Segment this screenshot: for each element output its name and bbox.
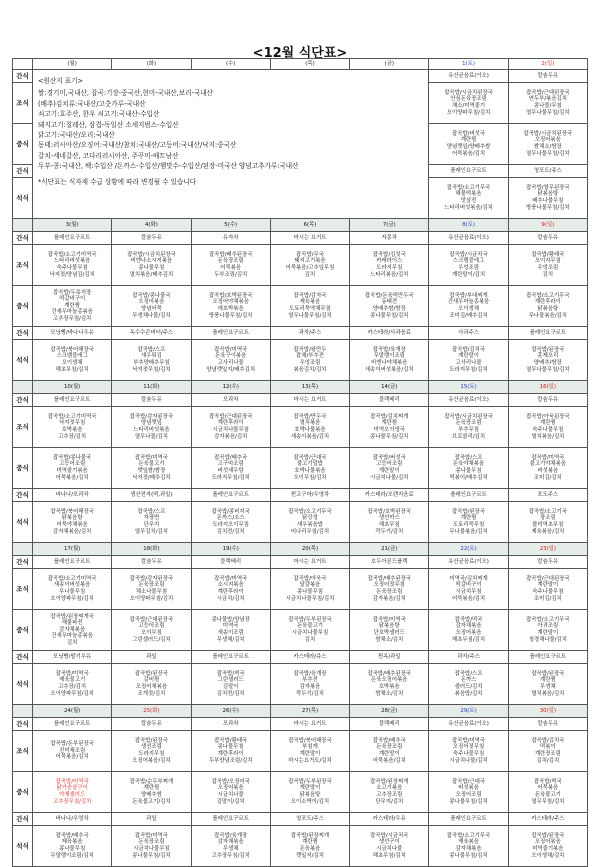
menu-cell: 잡곡밥/스프 돈육야채볶음 콩나물무침 떡볶이/배추김치 — [429, 448, 508, 489]
date-cell: 25(화) — [112, 705, 191, 718]
header-thu: (목) — [270, 59, 349, 70]
menu-cell: 콩나물밥/양념장 미역국 새송이조림 무생채/김치 — [191, 610, 270, 651]
week4-snack2-row — [13, 813, 588, 826]
menu-cell: 플레인요구르트 — [429, 489, 508, 502]
row-label-dinner: 석식 — [13, 178, 33, 219]
week3-lunch-row — [13, 610, 588, 651]
menu-cell: 잡곡밥/배추국 제육볶음 콩나물무침 무말랭이조림/김치 — [33, 826, 112, 867]
menu-cell: 잡곡밥/배추된장국 오징어젓무침 돈육장조림 감자볶음/김치 — [350, 569, 429, 610]
menu-cell: 잡곡밥/된장국 갈비찜 오징어채볶음 조개젓/김치 — [112, 664, 191, 705]
week2-date-row — [13, 381, 588, 394]
date-cell: 13(목) — [270, 381, 349, 394]
row-label-lunch: 중식 — [13, 286, 33, 327]
header-sun: 2(일) — [508, 59, 587, 70]
menu-cell: 잡곡밥/소고기미역국 낙지젓무침 호박볶음 고추장/김치 — [33, 407, 112, 448]
row-label-snack: 간식 — [13, 718, 33, 731]
date-row-spacer — [13, 381, 33, 394]
menu-cell: 잡곡밥/두룩지장 떡갈비구이 계란찜 건새우마늘종볶음 고추장무침/김치 — [33, 286, 112, 327]
date-cell: 18(화) — [112, 543, 191, 556]
menu-cell: 잡곡밥/왕만두 잡채/부추전 우엉조림 볶음김치/김치 — [270, 340, 349, 381]
week2-dinner-row — [13, 502, 588, 543]
notice-line: 동태:러시아산/오징어:국내산/참치:국내산/고등어:국내산/낙지:중국산 — [38, 141, 237, 150]
menu-cell: 블랙베리 — [350, 718, 429, 731]
menu-cell: 칼슘두유 — [112, 718, 191, 731]
menu-cell: 플레인요구르트 — [33, 232, 112, 245]
menu-cell: 잡곡밥/육개장 부추전 감자볶음 깍두기/김치 — [270, 664, 349, 705]
menu-cell: 잡곡밥/스프 돈까스 샐러드/김치 볶음밥/김치 — [429, 664, 508, 705]
menu-cell: 청포도/주스 — [270, 813, 349, 826]
row-label-breakfast: 조식 — [13, 83, 33, 124]
notice-line: 돼지고기:칠레산, 삼겹-독일산 소세지범스-수입산 — [38, 120, 179, 129]
menu-cell: 잡곡밥/황태국 오이지무침 우엉조림 김치 — [508, 245, 587, 286]
menu-cell: 잡곡밥/호박된장국 오징어야채볶음 애호박볶음 방풍나물무침/김치 — [191, 286, 270, 327]
menu-cell: 유산균음료(이오) — [429, 70, 508, 83]
week2-snack2-row — [13, 489, 588, 502]
notice-line: 쌀:경기미,국내산, 잡곡:기장-중국산,현미-국내산,보리-국내산 — [38, 89, 213, 98]
date-cell: 10(월) — [33, 381, 112, 394]
menu-cell: 잡곡밥/황태국 콩나물무침 계란후라이 두부양념조림/김치 — [191, 731, 270, 772]
menu-cell: 잡곡밥/된장찌개 소고기볶음 고추장조림 단무지/김치 — [350, 772, 429, 813]
menu-cell: 잡곡밥/미역국 닭볶음탕 단호박샐러드 쌈채소/김치 — [350, 610, 429, 651]
menu-cell: 마시는 요거트 — [270, 718, 349, 731]
row-label-snack: 간식 — [13, 327, 33, 340]
menu-cell: 잡곡밥/미역국 제육불고기 고추장/김치 오이양파무침/김치 — [33, 664, 112, 705]
menu-cell: 잡곡밥/만두국 멸치볶음 호박나물볶음 새송이볶음/김치 — [270, 407, 349, 448]
row-label-lunch: 중식 — [13, 448, 33, 489]
menu-cell: 잡곡밥/오징어국 오징어볶음 시금치나물 김말이/김치 — [191, 772, 270, 813]
page-title: <12월 식단표> — [252, 46, 348, 61]
menu-cell: 잡곡밥/떡국 감자채볶음 오징어볶음 해초무침/김치 — [429, 610, 508, 651]
notice-line: 닭고기:국내산/오리:국내산 — [38, 131, 115, 140]
menu-cell: 잡곡밥/된장국 훈제오리 양배추/쌈장 열무나물무침/김치 — [508, 340, 587, 381]
week0-snack-row — [13, 70, 588, 83]
week1-snack-row — [13, 232, 588, 245]
week2-snack-row — [13, 394, 588, 407]
date-cell: 3(월) — [33, 219, 112, 232]
menu-cell: 잡곡밥/미역국 소시지볶음 계란후라이 시금치/김치 — [191, 569, 270, 610]
menu-cell: 카스테라/주스 — [508, 813, 587, 826]
menu-cell: 잡곡밥/소고기미역국 새송이버섯볶음 무나물무침 오이양파무침/김치 — [33, 569, 112, 610]
row-label-snack: 간식 — [13, 813, 33, 826]
menu-cell: 잡곡밥/아욱된장국 계란찜 숙주나물무침 멸치볶음/김치 — [508, 407, 587, 448]
week3-breakfast-row — [13, 569, 588, 610]
menu-cell: 잡곡밥/버섯국 고등어조림 계란말이 시금치나물/김치 — [350, 448, 429, 489]
menu-cell: 카스테라/우유 — [350, 813, 429, 826]
menu-cell: 잡곡밥/소고기국 장조림 물미역초무침 제육볶음/김치 — [508, 502, 587, 543]
menu-cell: 잡곡밥/근대된장국 연두부/볶음김치 콩나물/무침 열무나물무침/김치 — [508, 83, 587, 124]
menu-cell: 잡곡밥/소고기무국 아귀조림 계란말이 청경채나물/김치 — [508, 610, 587, 651]
date-row-spacer — [13, 705, 33, 718]
date-cell: 22(토) — [429, 543, 508, 556]
menu-cell: 플레인요구르트 — [33, 718, 112, 731]
date-cell: 19(수) — [191, 543, 270, 556]
menu-cell: 잡곡밥/된장국 오징어볶음 미역줄기볶음 오이생채/김치 — [508, 826, 587, 867]
date-row-spacer — [13, 543, 33, 556]
menu-cell: 잡곡밥/미역국 불고기야채볶음 버섯볶음 조미김/김치 — [508, 448, 587, 489]
menu-cell: 모과차 — [191, 394, 270, 407]
date-cell: 28(금) — [350, 705, 429, 718]
menu-cell: 잡곡밥/콩나물국 오징어볶음 양념어묵 무생채나물/김치 — [112, 286, 191, 327]
menu-cell: 잡곡밥/배추국 고구마조림 버섯새우탕 도라지무침/김치 — [191, 448, 270, 489]
week3-dinner-row — [13, 664, 588, 705]
notice-line: 쇠고기:호주산, 한우 쇠고기:국내산-수입산 — [38, 110, 160, 119]
menu-cell: 플레인요구르트 — [191, 489, 270, 502]
menu-cell: 잡곡밥/버섯국 계란찜 양념깻잎/양배추쌈 어묵볶음/김치 — [429, 124, 508, 165]
menu-cell: 잡곡밥/시금치된장국 비엔나소시지볶음 콩나물무침 열치볶음/배추김치 — [112, 245, 191, 286]
menu-cell: 플레인요구르트 — [191, 813, 270, 826]
menu-cell: 유산균음료(이오) — [429, 556, 508, 569]
menu-cell: 바나나/우영차 — [33, 813, 112, 826]
origin-notice — [33, 70, 429, 219]
header-tue: (화) — [112, 59, 191, 70]
header-sat: 1(토) — [429, 59, 508, 70]
row-label-snack: 간식 — [13, 232, 33, 245]
menu-cell: 잡곡밥/콩비지국 돈까스/소스 도라지오이무침 김치전/김치 — [191, 502, 270, 543]
date-cell: 27(목) — [270, 705, 349, 718]
week1-lunch-row — [13, 286, 588, 327]
menu-cell: 잡곡밥/소고기무국 계란후라이 닭볶음탕 무나물볶음/김치 — [508, 286, 587, 327]
menu-cell: 잡곡밥/근대된장국 계란후라이 시금치나물무침 감자볶음/김치 — [191, 407, 270, 448]
menu-cell: 유산균음료(이오) — [429, 394, 508, 407]
menu-cell: 잡곡밥/미역국 닭가슴살구이 야채샐러드 고추장무침/김치 — [33, 772, 112, 813]
menu-cell: 마시는 요거트 — [270, 556, 349, 569]
date-cell: 6(목) — [270, 219, 349, 232]
menu-cell: 잡곡밥/콩나물국 고등어조림 미역줄기볶음 어묵볶음/김치 — [33, 448, 112, 489]
week4-lunch-row — [13, 772, 588, 813]
date-cell: 16(일) — [508, 381, 587, 394]
menu-cell: 생산전자(떡,과일) — [112, 489, 191, 502]
menu-cell: 칼슘두유 — [508, 394, 587, 407]
corner-cell — [13, 59, 33, 70]
menu-cell: 잡곡밥/북어해장국 부침개 계란말이 마시는요거트/김치 — [270, 731, 349, 772]
menu-cell: 플레인요구르트 — [33, 394, 112, 407]
menu-cell: 잡곡밥/무국 돼지고기볶음 어묵볶음/고추잎무침 김치 — [270, 245, 349, 286]
date-cell: 23(일) — [508, 543, 587, 556]
menu-cell: 칼슘두유 — [112, 556, 191, 569]
date-cell: 30(일) — [508, 705, 587, 718]
row-label-snack: 간식 — [13, 394, 33, 407]
date-cell: 24(월) — [33, 705, 112, 718]
header-fri: (금) — [350, 59, 429, 70]
menu-cell: 잡곡밥/돈육떡만두국 동태전 양배추쌈/쌈장 콩나물무침/김치 — [350, 286, 429, 327]
date-cell: 4(화) — [112, 219, 191, 232]
menu-cell: 잡곡밥/된장찌개국 해물파전 감자채볶음 건새우마늘종볶음 김치 — [33, 610, 112, 651]
header-mon: (월) — [33, 59, 112, 70]
week3-snack-row — [13, 556, 588, 569]
menu-cell: 잡곡밥/된장국 생선조림 도라지무침 오징어볶음/김치 — [112, 731, 191, 772]
menu-cell: 잡곡밥/미역국 돈육불고기 깻잎쌈/쌈장 낙지젓/배추김치 — [112, 448, 191, 489]
week4-date-row — [13, 705, 588, 718]
notice-footer: *식단표는 식자재 수급 상황에 따라 변경될 수 있습니다 — [38, 177, 197, 186]
menu-cell: 과일 — [112, 813, 191, 826]
row-label-dinner: 석식 — [13, 502, 33, 543]
menu-cell: 플레인요구르트 — [33, 556, 112, 569]
menu-cell: 잡곡밥/김칫국 카레라이스 도라지무침 느타리볶음/김치 — [350, 245, 429, 286]
menu-cell: 청포도/쥬스 — [508, 165, 587, 178]
week4-snack-row — [13, 718, 588, 731]
menu-cell: 유자차 — [191, 232, 270, 245]
menu-cell: 잡곡밥/두부된장국 계란말이 닭볶음탕 오이소박이/김치 — [270, 772, 349, 813]
menu-cell: 과자/주스 — [270, 327, 349, 340]
date-cell: 17(월) — [33, 543, 112, 556]
row-label-dinner: 석식 — [13, 826, 33, 867]
menu-cell: 잡곡밥/미역국 오징어젓무침 숙주나물무침 시금치나물/김치 — [429, 731, 508, 772]
menu-cell: 잡곡밥/김치국 떡볶이 계란장조림 김치/김치 — [508, 731, 587, 772]
menu-cell: 과일 — [112, 651, 191, 664]
week1-date-row — [13, 219, 588, 232]
menu-cell: 잡곡밥/육개장 무말랭이조림 비엔나야채볶음 새송이버섯볶음/김치 — [350, 340, 429, 381]
menu-cell: 잡곡밥/떡국 그린샐러드 김말이 김치전/김치 — [191, 664, 270, 705]
menu-cell: 잡곡밥/소고기무국 제육볶음 감자채볶음 콩나물무침/김치 — [429, 826, 508, 867]
menu-cell: 블랙베리 — [350, 394, 429, 407]
menu-cell: 잡곡밥/된장찌개 계란찜 돈육볶음 깻잎지/김치 — [270, 826, 349, 867]
menu-cell: 플레인요구르트 — [508, 651, 587, 664]
menu-cell: 모닝빵/바나나우유 — [33, 327, 112, 340]
menu-cell: 잡곡밥/스프 새우튀김 부추양배추무침 낙지젓무침/김치 — [112, 340, 191, 381]
menu-cell: 마시는 요거트 — [270, 232, 349, 245]
menu-table — [12, 58, 588, 867]
menu-cell: 잡곡밥/돈부된장국 진미채조림 어묵볶음/김치 — [33, 731, 112, 772]
week2-breakfast-row — [13, 407, 588, 448]
menu-cell: 찐옥/과일 — [350, 651, 429, 664]
date-cell: 12(수) — [191, 381, 270, 394]
menu-cell: 잡곡밥/북어해장국 스크램블에그 오이생채 해초무침/김치 — [33, 340, 112, 381]
menu-cell: 플레인요구르트 — [508, 327, 587, 340]
row-label-lunch: 중식 — [13, 610, 33, 651]
menu-cell: 카스테라/쥬스 — [270, 651, 349, 664]
week3-snack2-row — [13, 651, 588, 664]
date-cell: 11(화) — [112, 381, 191, 394]
menu-cell: 잡곡밥/된장국 계란찜 무생채 멸치볶음/김치 — [508, 664, 587, 705]
date-cell: 21(금) — [350, 543, 429, 556]
date-cell: 5(수) — [191, 219, 270, 232]
menu-cell: 잡곡밥/두부된장국 돈육불고기 시금치나물무침 김치 — [270, 610, 349, 651]
menu-cell: 잡곡밥/배추된장국 돈육오징어볶음 호박볶음 쌈채소/김치 — [350, 664, 429, 705]
header-wed: (수) — [191, 59, 270, 70]
week2-lunch-row — [13, 448, 588, 489]
row-label-snack: 간식 — [13, 651, 33, 664]
week4-dinner-row — [13, 826, 588, 867]
notice-line: (배추)김치류:국내산/고춧가루-국내산 — [38, 99, 146, 108]
row-label-dinner: 석식 — [13, 664, 33, 705]
menu-cell: 잡곡밥/감자국 제육볶음 도토리묵야채무침 열무나물무침/김치 — [270, 286, 349, 327]
menu-cell: 잡곡밥/시금치국 스크램블에그 우엉조림 계란말이/김치 — [429, 245, 508, 286]
menu-cell: 잡곡밥/근대국 불고기덮밥 호박나물볶음 오이무침/김치 — [270, 448, 349, 489]
week1-breakfast-row — [13, 245, 588, 286]
menu-cell: 플레인요구르트 — [429, 813, 508, 826]
menu-cell: 플레인요구르트 — [191, 327, 270, 340]
menu-cell: 모닝빵/딸기우유 — [33, 651, 112, 664]
row-label-snack: 간식 — [13, 165, 33, 178]
menu-cell: 잡곡밥/호박된장국 생선까스 해초무침 깍두기/김치 — [350, 502, 429, 543]
week3-date-row — [13, 543, 588, 556]
menu-cell: 칼슘두유 — [508, 232, 587, 245]
menu-cell: 잡곡밥/떡국 어묵볶음 돈육불고기 열무무침/김치 — [508, 772, 587, 813]
menu-cell: 잡곡밥/소고기무국 해물떡볶음 맛살전 느타리버섯볶음/김치 — [429, 178, 508, 219]
menu-cell: 카스테라/사과음료 — [350, 327, 429, 340]
row-label-lunch: 중식 — [13, 772, 33, 813]
menu-cell: 잡곡밥/감자된장국 돈육장조림 채소나물무침 오이양파무침/김치 — [112, 569, 191, 610]
menu-cell: 유산균음료(이오) — [429, 232, 508, 245]
menu-cell: 블랙베리 — [191, 556, 270, 569]
menu-cell: 잡곡밥/김치국 계란말이 고사리나물 도라지무침/김치 — [429, 340, 508, 381]
menu-cell: 미역국/김치찌개 떡갈비구이 시금치무침 어묵볶음/김치 — [429, 569, 508, 610]
date-cell: 26(수) — [191, 705, 270, 718]
menu-cell: 잡곡밥/배추된장국 돈육장조림 어묵볶음 두부조림/김치 — [191, 245, 270, 286]
row-label-lunch: 중식 — [13, 124, 33, 165]
menu-cell: 잡곡밥/스프 자장면 단무지 열무김치/김치 — [112, 502, 191, 543]
header-row — [13, 59, 588, 70]
menu-cell: 잡곡밥/부대찌개 건새우마늘종볶음 오이생채 조미김/배추김치 — [429, 286, 508, 327]
menu-cell: 칼슘두유 — [508, 556, 587, 569]
menu-cell: 마시는 요거트 — [270, 394, 349, 407]
menu-cell: 유산균음료(이오) — [429, 718, 508, 731]
date-cell: 20(목) — [270, 543, 349, 556]
date-cell: 8(토) — [429, 219, 508, 232]
menu-cell: 모과차 — [191, 718, 270, 731]
menu-cell: 칼슘두유 — [112, 394, 191, 407]
week1-dinner-row — [13, 340, 588, 381]
date-cell: 15(토) — [429, 381, 508, 394]
menu-cell: 잡곡밥/근대국 버섯볶음 오징어조림 콩나물무침/김치 — [429, 772, 508, 813]
row-label-breakfast: 조식 — [13, 731, 33, 772]
menu-cell: 플레인요구르트 — [191, 651, 270, 664]
menu-cell: 잡곡밥/시금치된장국 안심돈육장조림 채소/미역줄기 오이양파무침/김치 — [429, 83, 508, 124]
menu-cell: 잡곡밥/육개장 감자채볶음 무생채 고추장무침/김치 — [191, 826, 270, 867]
menu-cell: 잡곡밥/김치찌개 계란찜 미역오이냉국 콩나물무침/김치 — [350, 407, 429, 448]
menu-cell: 잡곡밥/근대된장국 고등어조림 오이무침 그린샐러드/김치 — [112, 610, 191, 651]
menu-cell: 잡곡밥/미역국 돈육구이볶음 고사리나물 양념깻잎지/배추김치 — [191, 340, 270, 381]
menu-cell: 잡곡밥/근대된장국 계란말이 숙주나물무침 조미김/김치 — [508, 569, 587, 610]
menu-cell: 플레인요구르트 — [429, 165, 508, 178]
menu-cell: 자몽차 — [350, 232, 429, 245]
notice-line: 두부-콩:국내산, 팩:수입산 /돈까스-수입산/햄맛수-수입산/된장-미국산 양념고추가루:국내산 — [38, 162, 299, 171]
date-cell: 29(토) — [429, 705, 508, 718]
notice-line: 갈치-세네갈산, 코다리러시아산, 주꾸미-베트남산 — [38, 151, 179, 160]
menu-cell: 잡곡밥/감자된장국 양념깻잎 느타리버섯볶음 열무나물/김치 — [112, 407, 191, 448]
row-label-snack: 간식 — [13, 489, 33, 502]
menu-cell: 잡곡밥/북어해장국 닭볶음탕 어묵야채볶음 감자채볶음/김치 — [33, 502, 112, 543]
date-cell: 7(금) — [350, 219, 429, 232]
menu-cell: 칼슘두유 — [508, 718, 587, 731]
menu-cell: 잡곡밥/소고기무국 닭강정 새우볶음밥 미나리무침/김치 — [270, 502, 349, 543]
menu-cell: 찐고구마/우영차 — [270, 489, 349, 502]
row-label-breakfast: 조식 — [13, 245, 33, 286]
row-label-dinner: 석식 — [13, 340, 33, 381]
menu-cell: 잡곡밥/아욱국 달걀볶음 콩나물무침 시금치나물무침/김치 — [270, 569, 349, 610]
row-label-snack: 간식 — [13, 70, 33, 83]
menu-cell: 잡곡밥/시금치된장국 돈육장조림 부추무침 브로콜리/김치 — [429, 407, 508, 448]
notice-heading: <원산지 표기> — [38, 77, 83, 85]
menu-cell: 칼슘두유 — [112, 232, 191, 245]
menu-cell: 잡곡밥/시금치국 생선구이 시금치나물 해초무침/김치 — [350, 826, 429, 867]
menu-cell: 잡곡밥/된장국 계란찜 도토리묵무침 무나물볶음/김치 — [429, 502, 508, 543]
menu-cell: 칼슘두유 — [508, 70, 587, 83]
week1-snack2-row — [13, 327, 588, 340]
date-cell: 14(금) — [350, 381, 429, 394]
menu-cell: 옥수수콘버터/주스 — [112, 327, 191, 340]
menu-cell: 과자/주스 — [429, 651, 508, 664]
menu-cell: 바나나/모과차 — [33, 489, 112, 502]
menu-cell: 카스테라/오렌지음료 — [350, 489, 429, 502]
date-cell: 9(일) — [508, 219, 587, 232]
row-label-breakfast: 조식 — [13, 569, 33, 610]
menu-cell: 잡곡밥/배추국 돈육장조림 계란말이 어묵볶음/김치 — [350, 731, 429, 772]
menu-cell: 잡곡밥/소고기미역국 느타리버섯볶음 숙주나물무침 낙지젓/양념김/김치 — [33, 245, 112, 286]
menu-cell: 잡곡밥/시금치된장국 오징어볶음 쌈채소/쌈장 열무나물무침/김치 — [508, 124, 587, 165]
menu-cell: 잡곡밥/순두부찌개 계란찜 양배추쌈 돈육불고기/김치 — [112, 772, 191, 813]
menu-cell: 호두아몬드플랙 — [350, 556, 429, 569]
menu-cell: 잡곡밥/열무된장국 닭볶음탕 배추나물무침 방풍나물무침/김치 — [508, 178, 587, 219]
week4-breakfast-row — [13, 731, 588, 772]
date-row-spacer — [13, 219, 33, 232]
row-label-breakfast: 조식 — [13, 407, 33, 448]
menu-cell: 사과주스 — [429, 327, 508, 340]
menu-cell: 잡곡밥/미역국 돈육장조림 시금치나물무침 콩나물무침/김치 — [112, 826, 191, 867]
menu-cell: 포도주스 — [508, 489, 587, 502]
row-label-snack: 간식 — [13, 556, 33, 569]
